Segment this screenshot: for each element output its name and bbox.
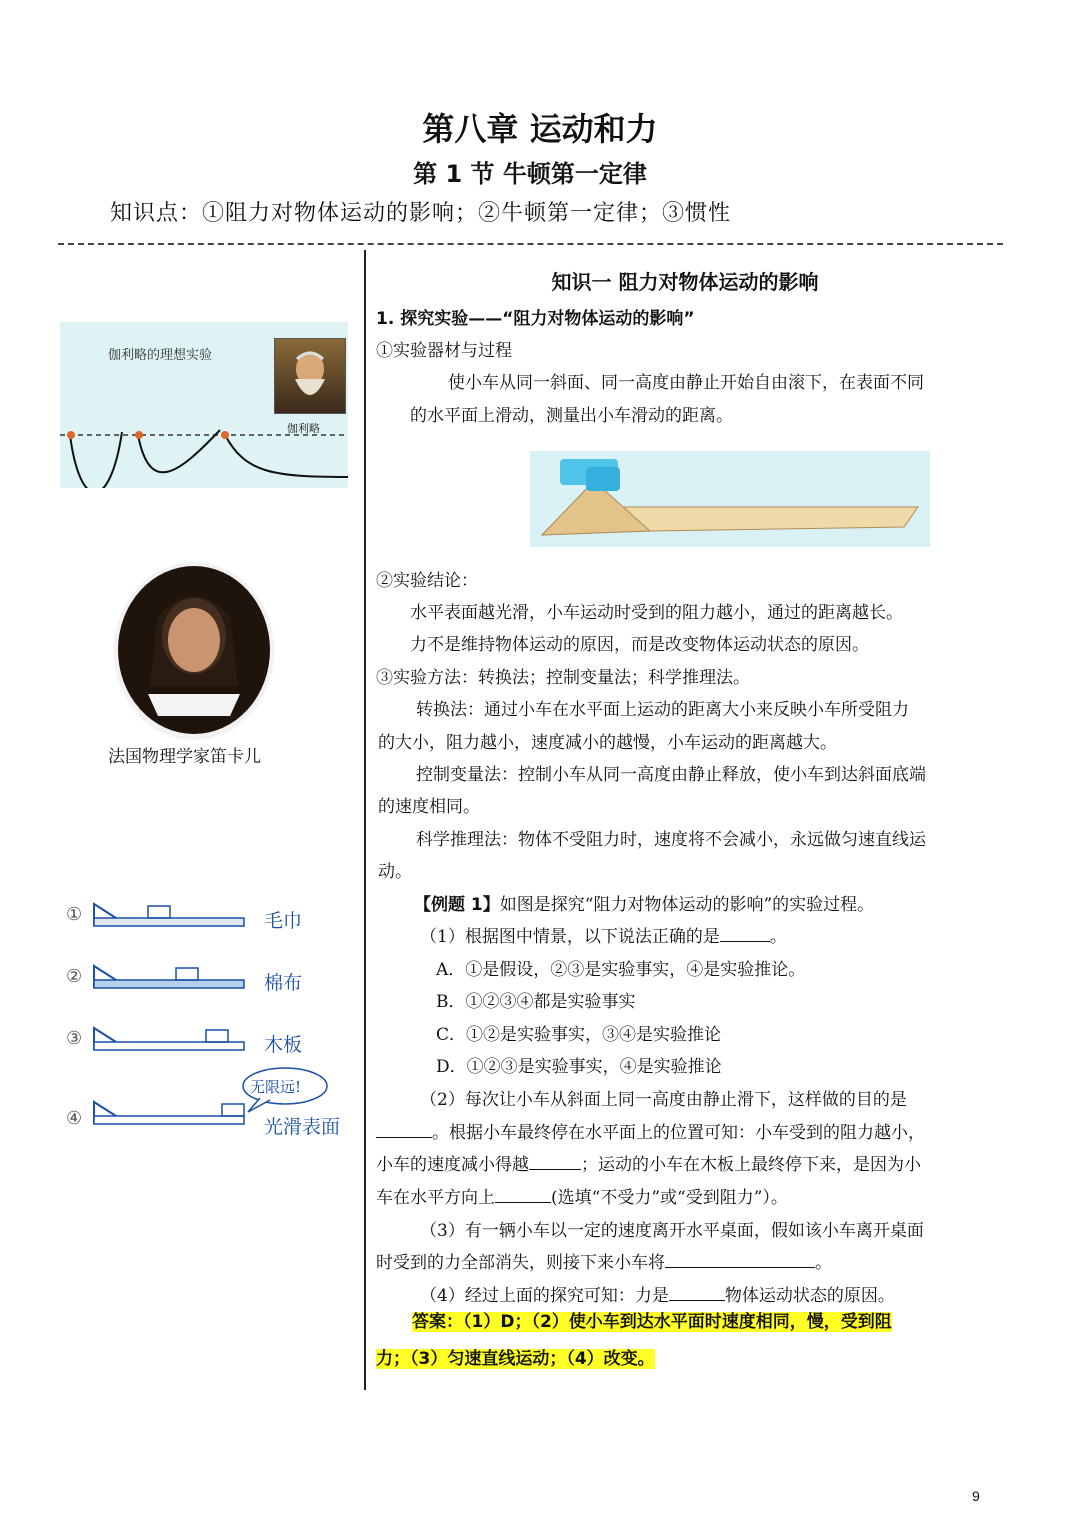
option-a: A．①是假设，②③是实验事实，④是实验推论。 — [436, 960, 806, 980]
surface-number-3: ③ — [66, 1028, 83, 1049]
question-2-text: ；运动的小车在木板上最终停下来，是因为小 — [581, 1155, 921, 1175]
answer-line-1 — [406, 1303, 898, 1336]
answer-blank[interactable] — [665, 1251, 815, 1268]
descartes-portrait — [118, 566, 270, 734]
part3-line: 控制变量法：控制小车从同一高度由静止释放，使小车到达斜面底端 — [416, 765, 926, 785]
surfaces-illustration — [60, 890, 360, 1150]
question-3-end: 。 — [815, 1253, 832, 1273]
option-d: D．①②③是实验事实，④是实验推论 — [436, 1057, 722, 1077]
option-c: C．①②是实验事实，③④是实验推论 — [436, 1025, 722, 1045]
question-2-text: 车在水平方向上 — [376, 1188, 495, 1208]
answer-blank[interactable] — [495, 1186, 551, 1203]
question-2-line1: （2）每次让小车从斜面上同一高度由静止滑下，这样做的目的是 — [420, 1090, 907, 1110]
chapter-title: 第八章 运动和力 — [422, 110, 658, 148]
ramp-drawing — [530, 451, 930, 547]
question-2-text: (选填“不受力”或“受到阻力”）。 — [551, 1188, 788, 1208]
speech-bubble-text: 无限远! — [250, 1078, 302, 1096]
answer-text: 力；（3）匀速直线运动；（4）改变。 — [376, 1349, 655, 1369]
section-title: 第 1 节 牛顿第一定律 — [413, 160, 647, 188]
column-divider — [364, 250, 366, 1390]
section-heading: 知识一 阻力对物体运动的影响 — [551, 270, 819, 294]
part3-line: 的大小，阻力越小，速度减小的越慢，小车运动的距离越大。 — [378, 733, 837, 753]
question-2-line2 — [376, 1118, 925, 1143]
part2-line: 力不是维持物体运动的原因，而是改变物体运动状态的原因。 — [410, 635, 869, 655]
answer-blank[interactable] — [529, 1153, 581, 1170]
surface-number-2: ② — [66, 966, 83, 987]
question-2-text: 。根据小车最终停在水平面上的位置可知：小车受到的阻力越小， — [432, 1123, 925, 1143]
part2-line: 水平表面越光滑，小车运动时受到的阻力越小，通过的距离越长。 — [410, 603, 903, 623]
surface-label-cotton: 棉布 — [264, 972, 303, 994]
part1-line: 的水平面上滑动，测量出小车滑动的距离。 — [410, 406, 733, 426]
surface-label-smooth: 光滑表面 — [264, 1116, 341, 1138]
example-stem: 如图是探究“阻力对物体运动的影响”的实验过程。 — [499, 895, 875, 915]
question-2-line4 — [376, 1183, 788, 1208]
example-label: 【例题 1】 — [414, 895, 500, 915]
answer-blank[interactable] — [720, 925, 770, 942]
answer-text: 答案：（1）D；（2）使小车到达水平面时速度相同，慢，受到阻 — [412, 1312, 892, 1332]
part3-line: 转换法：通过小车在水平面上运动的距离大小来反映小车所受阻力 — [416, 700, 909, 720]
answer-line-2 — [370, 1340, 661, 1373]
page-number: 9 — [972, 1488, 980, 1504]
part3-line: 的速度相同。 — [378, 797, 480, 817]
question-3-line2 — [376, 1248, 832, 1273]
galileo-portrait — [274, 338, 346, 414]
experiment-title: 1. 探究实验——“阻力对物体运动的影响” — [376, 309, 695, 329]
surface-number-1: ① — [66, 904, 83, 925]
question-1-end: 。 — [769, 927, 787, 947]
option-b: B．①②③④都是实验事实 — [436, 992, 636, 1012]
question-4-text: （4）经过上面的探究可知：力是 — [420, 1286, 669, 1306]
surface-number-4: ④ — [66, 1108, 83, 1129]
galileo-portrait-caption: 伽利略 — [287, 422, 320, 435]
descartes-illustration — [118, 566, 270, 734]
question-4-text: 物体运动状态的原因。 — [724, 1286, 895, 1306]
question-3-line1: （3）有一辆小车以一定的速度离开水平桌面，假如该小车离开桌面 — [420, 1221, 924, 1241]
surface-label-towel: 毛巾 — [264, 910, 303, 932]
galileo-diagram-title: 伽利略的理想实验 — [108, 348, 213, 363]
part1-heading: ①实验器材与过程 — [376, 341, 512, 361]
surfaces-diagram — [60, 890, 360, 1150]
example-stem-line — [414, 890, 874, 915]
question-1 — [420, 922, 787, 947]
answer-blank[interactable] — [376, 1121, 432, 1138]
dashed-divider — [58, 243, 1003, 245]
part3-line: 动。 — [378, 862, 412, 882]
galileo-diagram — [60, 322, 348, 488]
part2-heading: ②实验结论： — [376, 571, 478, 591]
question-1-text: （1）根据图中情景，以下说法正确的是 — [420, 927, 720, 947]
part1-line: 使小车从同一斜面、同一高度由静止开始自由滚下，在表面不同 — [448, 373, 924, 393]
part3-heading: ③实验方法：转换法；控制变量法；科学推理法。 — [376, 668, 750, 688]
question-2-line3 — [376, 1150, 921, 1175]
knowledge-points: 知识点：①阻力对物体运动的影响；②牛顿第一定律；③惯性 — [110, 201, 732, 226]
surface-label-wood: 木板 — [264, 1034, 303, 1056]
question-2-text: 小车的速度减小得越 — [376, 1155, 529, 1175]
galileo-face-illustration — [275, 339, 345, 413]
answer-blank[interactable] — [669, 1284, 725, 1301]
part3-line: 科学推理法：物体不受阻力时，速度将不会减小，永远做匀速直线运 — [416, 830, 926, 850]
ramp-illustration — [530, 451, 930, 547]
question-3-text: 时受到的力全部消失，则接下来小车将 — [376, 1253, 665, 1273]
descartes-caption: 法国物理学家笛卡儿 — [108, 747, 261, 767]
